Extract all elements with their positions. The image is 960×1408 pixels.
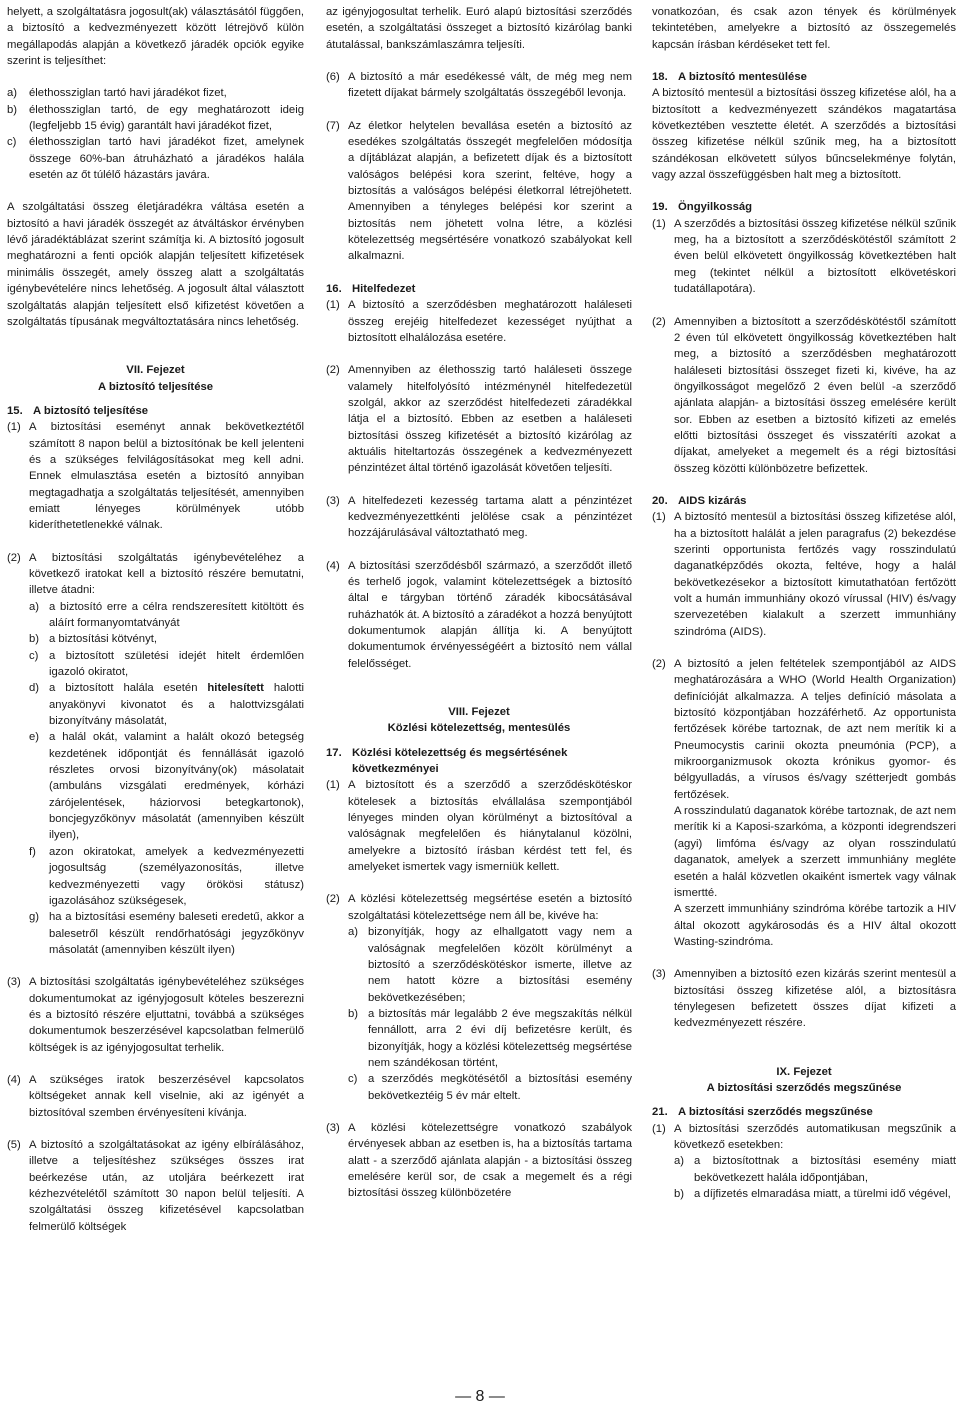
chapter-number: IX. Fejezet [776,1065,832,1078]
clause-text: A biztosított és a szerződő a szerződéskötéskor kötelesek a biztosítás elvállalása szempontjából lényeges minden olyan körülményt a biztosítóval a valóságnak megfelelően és hiánytalanul közölni, amelyekre a biztosító írásban kérdést tett fel, és amelyeket ismertek vagy ismerniük kellett. [348,779,632,874]
chapter-title: Közlési kötelezettség, mentesülés [387,722,571,735]
paragraph: A szolgáltatási összeg életjáradékra váltása esetén a biztosító a havi járadék összegét az átváltáskor érvényben lévő járadéktáblázat szerint számítja ki. A biztosító jogosult meghatározni a fenti opciók alapján teljesített kifizetések minimális összegét, amely összeg alatt a szolgáltatás igénybevételére nincs lehetőség. A jogosult által választott szolgáltatás alapján teljesített első kifizetést követően a szolgáltatás típusának megváltoztatására nincs lehetőség. [7,201,304,328]
section-number: 19. [652,201,668,214]
clause-text: A közlési kötelezettségre vonatkozó szabályok érvényesek abban az esetben is, ha a biztosítás tartama alatt - a szerződő ajánlata alapján - a biztosítási összeg emelésére kerül sor, de csak a megemelt és a régi biztosítási összeg különbözetére [348,1121,632,1200]
list-item: f) azon okiratokat, amelyek a kedvezményezetti jogosultság (személyazonosítás, illetve kedvezményezetti vagy örökösi státusz) igazolásához szükségesek, [29,845,304,907]
clause: (1) A biztosító mentesül a biztosítási összeg kifizetése alól, ha a biztosított halálát a jelen paragrafus (2) bekezdése szerinti opportunista fertőzés vagy rosszindulatú daganatképződés okozta, feltéve, hogy a halál bekövetkezésekor a biztosított kimutathatóan fertőzött volt a humán immunhiány okozó vírussal (HIV) és/vagy szervezetében kialakult a szerzett immunhiány szindróma (AIDS). [652,509,956,640]
section-heading [652,199,956,215]
clause: (2) Amennyiben a biztosított a szerződéskötéstől számított 2 éven túl elkövetett öngyilkosság következtében halt meg, a biztosító a szerződésben meghatározott haláleseti biztosítási összeget fizeti ki, kivéve, ha az öngyilkosságot megelőző 2 éven belül -a szerződő ajánlata alapján- a biztosítási összeg emelésére került sor. Ebben az esetben a biztosító kifizeti az emelés előtti biztosítási összeget és visszatéríti azokat a díjakat, amelyeket a megemelt és a régi biztosítási összeg közötti különbözetre befizettek. [652,314,956,477]
paragraph: az igényjogosultat terhelik. Euró alapú biztosítási szerződés esetén, a szolgáltatási összeget a biztosító kizárólag banki átutalással, bankszámlaszámra teljesíti. [326,6,632,51]
section-title: Közlési kötelezettség és megsértésének következményei [352,746,568,776]
clause-text: Amennyiben a biztosító ezen kizárás szerint mentesül a biztosítási összeg kifizetése alól, a biztosításra ténylegesen befizetett összes díjat kifizeti a kedvezményezett részére. [674,968,956,1030]
clause: (4) A biztosítási szerződésből származó, a szerződőt illető és terhelő jogok, valamint kötelezettségek a biztosító által e tárgyban történő záradék kibocsátásával ruházhatók át. A biztosító a záradékot a hozzá benyújtott dokumentumok alapján állítja ki. A benyújtott dokumentumok érvényességéért a biztosító nem vállal felelősséget. [326,558,632,672]
list-item: b) a díjfizetés elmaradása miatt, a türelmi idő végével, [674,1188,951,1200]
clause: (3) A közlési kötelezettségre vonatkozó szabályok érvényesek abban az esetben is, ha a biztosítás tartama alatt - a szerződő ajánlata alapján - a biztosítási összeg emelésére kerül sor, de csak a megemelt és a régi biztosítási összeg különbözetére [326,1120,632,1202]
clause-text: A biztosító a jelen feltételek szempontjából az AIDS meghatározására a WHO (World Health Organization) definícióját alkalmazza. A teljes definíció másolata a biztosító központjában hozzáférhető. Az opportunista fertőzések körébe tartoznak, de azt nem merítik ki a Pneumocystis carinii okozta pneumónia (PCP), a mikroorganizmusok okozta krónikus gyomor- és bélgyulladás, a vírusos és/vagy szétterjedt gombás fertőzések. [674,658,956,801]
paragraph: helyett, a szolgáltatásra jogosult(ak) választásától függően, a biztosító a kedvezményezett között létrejövő külön megállapodás alapján a következő járadék opciók egyike szerint is teljesíthet: [7,6,304,68]
list-item [7,102,304,135]
section-number: 21. [652,1106,668,1119]
column-left [7,4,304,1235]
clause: (5) A biztosító a szolgáltatásokat az igény elbírálásához, illetve a teljesítéshez szükséges összes irat beérkezése után, az utoljára beérkezett irat kézhezvételétől számított 30 napon belül teljesíti. A szolgáltatási összeg kifizetésével kapcsolatban felmerülő költségek [7,1137,304,1235]
section-heading [652,1104,956,1120]
clause: (6) A biztosító a már esedékessé vált, de még meg nem fizetett díjakat bármely szolgáltatás összegéből levonja. [326,69,632,102]
section-title: Öngyilkosság [678,201,753,214]
clause: (2) A közlési kötelezettség megsértése esetén a biztosító szolgáltatási kötelezettsége nem áll be, kivéve ha: [326,891,632,924]
section-title: A biztosító mentesülése [678,71,807,84]
clause: (1) A biztosítási szerződés automatikusan megszűnik a következő esetekben: [652,1121,956,1154]
clause: (3) Amennyiben a biztosító ezen kizárás szerint mentesül a biztosítási összeg kifizetése alól, a biztosításra ténylegesen befizetett összes díjat kifizeti a kedvezményezett részére. [652,966,956,1031]
list-item: e) a halál okát, valamint a halált okozó betegség kezdetének időpontját és fennállását igazoló részletes orvosi bizonyítvány(ok) másolatait (ambuláns vizsgálati eredmények, kórházi zárójelentések, háziorvosi betegkartonok), boncjegyzőkönyv másolatát (amennyiben készült ilyen), [29,731,304,842]
clause-text: A szerződés a biztosítási összeg kifizetése nélkül szűnik meg, ha a biztosított a szerződéskötéstől számított 2 éven belül elkövetett öngyilkosság következtében halt meg (tekintet nélkül a biztosított elkövetéskori tudatállapotára). [674,217,956,296]
section-number: 18. [652,71,668,84]
section-number: 20. [652,494,668,507]
list-item: c) a biztosított születési idejét hitelt érdemlően igazoló okiratot, [29,649,304,679]
list-label: b) [7,103,18,116]
section-title: A biztosítási szerződés megszűnése [678,1106,873,1119]
clause: (2) A biztosító a jelen feltételek szempontjából az AIDS meghatározására a WHO (World Health Organization) definícióját alkalmazza. A teljes definíció másolata a biztosító központjában hozzáférhető. Az opportunista fertőzések körébe tartoznak, de azt nem merítik ki a Pneumocystis carinii okozta pneumónia (PCP), a mikroorganizmusok okozta krónikus gyomor- és bélgyulladás, a vírusos és/vagy szétterjedt gombás fertőzések. A rosszindulatú daganatok körébe tartoznak, de azt nem merítik ki a Kaposi-szarkóma, a központi idegrendszeri (agyi) limfóma és/vagy az olyan rosszindulatú daganatok, amelyek a szerzett immunhiány megléte esetén a halál közvetlen okaiként ismertek vagy válnak ismertté. A szerzett immunhiány szindróma körébe tartozik a HIV által okozott agykárosodás és a HIV által okozott Wasting-szindróma. [652,658,956,948]
chapter-title: A biztosító teljesítése [97,380,214,393]
list-text: élethossziglan tartó, de egy meghatározott ideig (legfeljebb 15 évig) garantált havi járadékot fizet, [29,103,304,133]
clause-text: A biztosító a már esedékessé vált, de még meg nem fizetett díjakat bármely szolgáltatás összegéből levonja. [348,71,632,100]
list-label: c) [7,136,17,149]
clause-text: A biztosítási eseményt annak bekövetkeztétől számított 8 napon belül a biztosítónak be kell jelenteni és a szükséges felvilágosításokat meg kell adni. Ennek elmulasztása esetén a biztosító annyiban megtagadhatja a szolgáltatás teljesítését, amennyiben emiatt lényeges körülmények utóbb kideríthetetlenekké válnak. [29,421,304,532]
clause-text: Amennyiben az élethosszig tartó haláleseti összege valamely hitelfolyósító intézménynél hitelfedezetül szolgál, akkor az szerződést hitelfedezeti záradékkal látja el a biztosító. Ebben az esetben a haláleseti biztosítási összeg kifizetését a biztosító kizárólag az aktuális hiteltartozás összegének a kedvezményezett pénzintézet által történő igazolását követően teljesíti. [348,364,632,475]
list-text: élethossziglan tartó havi járadékot fizet, [29,87,227,100]
section-heading [7,403,304,419]
clause-text: A biztosító a szerződésben meghatározott haláleseti összeg erejéig hitelfedezet kezességet nyújthat a biztosított elhalálozása esetére. [348,299,632,344]
list-item: c) a szerződés megkötésétől a biztosítási esemény bekövetkeztéig 5 év már eltelt. [348,1073,632,1102]
clause: (1) A biztosított és a szerződő a szerződéskötéskor kötelesek a biztosítás elvállalása szempontjából lényeges minden olyan körülményt a biztosítóval a valóságnak megfelelően és hiánytalanul közölni, amelyekre a biztosító írásban kérdést tett fel, és amelyeket ismertek vagy ismerniük kellett. [326,777,632,875]
section-heading [652,69,956,85]
list-item [7,134,304,183]
clause-text: A biztosítási szerződésből származó, a szerződőt illető és terhelő jogok, valamint kötelezettségek a biztosító által e tárgyban történő záradék kibocsátásával ruházhatók át. A biztosító a záradékot a hozzá benyújtott dokumentumok alapján állítja ki. A benyújtott dokumentumok érvényességéért a biztosító nem vállal felelősséget. [348,559,632,670]
list-item: b) a biztosítási kötvényt, [29,633,157,646]
list-label: a) [7,87,18,100]
paragraph: vonatkozóan, és csak azon tények és körülmények tekintetében, amelyekre a biztosító az összegemelés kapcsán írásban kérdéseket tett fel. [652,6,956,51]
section-number: 17. [326,746,342,759]
column-middle [326,4,632,1202]
list-item: a) a biztosító erre a célra rendszeresített kitöltött és aláírt formanyomtatványát [29,600,304,629]
clause-text: A szerzett immunhiány szindróma körébe tartozik a HIV által okozott agykárosodás és a HIV által okozott Wasting-szindróma. [674,903,956,948]
section-heading [652,493,956,509]
clause: (3) A hitelfedezeti kezesség tartama alatt a pénzintézet kedvezményezettkénti jelölése csak a pénzintézet hozzájárulásával változtatható meg. [326,493,632,542]
list-item: d) a biztosított halála esetén hitelesített halotti anyakönyvi kivonatot és a halottvizsgálati bizonyítvány másolatát, [29,682,304,728]
section-title: A biztosító teljesítése [33,404,149,417]
clause: (2) A biztosítási szolgáltatás igénybevételéhez a következő iratokat kell a biztosító részére bemutatni, illetve átadni: [7,550,304,599]
clause: (1) A biztosítási eseményt annak bekövetkeztétől számított 8 napon belül a biztosítónak be kell jelenteni és a szükséges felvilágosításokat meg kell adni. Ennek elmulasztása esetén a biztosító annyiban megtagadhatja a szolgáltatás teljesítését, amennyiben emiatt lényeges körülmények utóbb kideríthetetlenekké válnak. [7,419,304,533]
clause-text: A hitelfedezeti kezesség tartama alatt a pénzintézet kedvezményezettkénti jelölése csak a pénzintézet hozzájárulásával változtatható meg. [348,494,632,540]
clause-text: Amennyiben a biztosított a szerződéskötéstől számított 2 éven túl elkövetett öngyilkosság következtében halt meg, a biztosító a szerződésben meghatározott haláleseti biztosítási összeget fizeti ki, kivéve, ha az öngyilkosságot megelőző 2 éven belül -a szerződő ajánlata alapján- a biztosítási összeg emelésére került sor. Ebben az esetben a biztosító kifizeti az emelés előtti biztosítási összeget és visszatéríti azokat a díjakat, amelyeket a megemelt és a régi biztosítási összeg közötti különbözetre befizettek. [674,315,956,475]
section-number: 16. [326,282,342,295]
chapter-number: VII. Fejezet [126,364,185,377]
clause-text: A szükséges iratok beszerzésével kapcsolatos költségeket annak kell viselnie, aki az igényét a biztosítóval szemben érvényesíteni kívánja. [29,1073,304,1119]
section-heading [326,281,632,297]
clause-text: Az életkor helytelen bevallása esetén a biztosító az esedékes szolgáltatás összegét megfelelően módosítja a díjtáblázat alapján, a befizetett díjak és a biztosított valóságos belépési kora szerint, feltéve, hogy a biztosítás a valóságos belépési életkorral létrejöhetett. Amennyiben a tényleges belépési kor szerint a biztosítás nem jöhetett volna létre, a közlési kötelezettség megsértésére vonatkozó szabályokat kell alkalmazni. [348,119,632,263]
chapter-number: VIII. Fejezet [448,706,510,719]
section-heading [326,745,632,778]
list-text: élethossziglan tartó havi járadékot fizet, amelynek összege 60%-ban átruházható a járadékos halála esetén az őt túlélő házastárs javára. [29,136,304,182]
clause: (3) A biztosítási szolgáltatás igénybevételéhez szükséges dokumentumokat az igényjogosult köteles beszerezni és a biztosító részére eljuttatni, továbbá a szükséges dokumentumok beszerzésével kapcsolatban felmerülő költségek is az igényjogosultat terhelik. [7,974,304,1056]
chapter-title: A biztosítási szerződés megszűnése [706,1081,902,1094]
clause: (2) Amennyiben az élethosszig tartó haláleseti összege valamely hitelfolyósító intézménynél hitelfedezetül szolgál, akkor az szerződést hitelfedezeti záradékkal látja el a biztosító. Ebben az esetben a haláleseti biztosítási összeg kifizetését a biztosító kizárólag az aktuális hiteltartozás összegének a kedvezményezett pénzintézet által történő igazolását követően teljesíti. [326,362,632,476]
clause-text: A biztosító mentesül a biztosítási összeg kifizetése alól, ha a biztosított halálát a jelen paragrafus (2) bekezdése szerinti opportunista fertőzés vagy rosszindulatú daganatképződés okozta, feltéve, hogy a halál bekövetkezésekor a biztosított kimutathatóan fertőzött volt a humán immunhiány okozó vírussal (HIV) és/vagy szervezetében kialakult a szerzett immunhiány szindróma (AIDS). [674,511,956,638]
section-title: Hitelfedezet [352,282,416,295]
list-item: a) bizonyítják, hogy az elhallgatott vagy nem a valóságnak megfelelően közölt körülményt a biztosító a szerződéskötéskor ismerte, illetve az nem hatott közre a biztosítási esemény bekövetkezésében; [348,926,632,1004]
column-right [652,4,956,1202]
paragraph: A biztosító mentesül a biztosítási összeg kifizetése alól, ha a biztosított a kedvezményezett szándékos magatartása következtében vesztette életét. A szerződés a biztosítási összeg kifizetése nélkül szűnik meg, ha a biztosított szándékosan elkövetett súlyos bűncselekménye folytán, vagy azzal összefüggésben halt meg a biztosított. [652,87,956,182]
list-item: g) ha a biztosítási esemény baleseti eredetű, akkor a balesetről készült rendőrhatósági jegyzőkönyv másolatát (amennyiben készült ilyen) [29,911,304,956]
emphasis: hitelesített [207,682,264,695]
list-item [7,85,304,101]
clause: (7) Az életkor helytelen bevallása esetén a biztosító az esedékes szolgáltatás összegét megfelelően módosítja a díjtáblázat alapján, a befizetett díjak és a biztosított valóságos belépési kora szerint, feltéve, hogy a biztosítás a valóságos belépési életkorral létrejöhetett. Amennyiben a tényleges belépési kor szerint a biztosítás nem jöhetett volna létre, a közlési kötelezettség megsértésére vonatkozó szabályokat kell alkalmazni. [326,118,632,265]
page-number: — 8 — [455,1388,505,1405]
list-item: b) a biztosítás már legalább 2 éve megszakítás nélkül fennállott, arra 2 évi díj befizetésre került, és bizonyítják, hogy a közlési kötelezettség megsértése nem szándékosan történt, [348,1007,632,1069]
clause-text: A biztosítási szerződés automatikusan megszűnik a következő esetekben: [674,1122,956,1151]
clause-text: A biztosítási szolgáltatás igénybevételéhez szükséges dokumentumokat az igényjogosult köteles beszerezni és a biztosító részére eljuttatni, továbbá a szükséges dokumentumok beszerzésével kapcsolatban felmerülő költségek is az igényjogosultat terhelik. [29,976,304,1054]
clause-text: A közlési kötelezettség megsértése esetén a biztosító szolgáltatási kötelezettsége nem áll be, kivéve ha: [348,893,632,922]
list-item: a) a biztosítottnak a biztosítási esemény miatt bekövetkezett halála időpontjában, [674,1155,956,1184]
clause-text: A biztosítási szolgáltatás igénybevételéhez a következő iratokat kell a biztosító részére bemutatni, illetve átadni: [29,551,304,597]
clause-text: A biztosító a szolgáltatásokat az igény elbírálásához, illetve a teljesítéshez szükséges összes irat beérkezése után, az utoljára beérkezett irat kézhezvételétől számított 30 napon belül teljesíti. A szolgáltatási összeg kifizetésével kapcsolatban felmerülő költségek [29,1138,304,1233]
clause: (4) A szükséges iratok beszerzésével kapcsolatos költségeket annak kell viselnie, aki az igényét a biztosítóval szemben érvényesíteni kívánja. [7,1072,304,1121]
section-number: 15. [7,404,23,417]
clause: (1) A szerződés a biztosítási összeg kifizetése nélkül szűnik meg, ha a biztosított a szerződéskötéstől számított 2 éven belül elkövetett öngyilkosság következtében halt meg (tekintet nélkül a biztosított elkövetéskori tudatállapotára). [652,216,956,298]
clause: (1) A biztosító a szerződésben meghatározott haláleseti összeg erejéig hitelfedezet kezességet nyújthat a biztosított elhalálozása esetére. [326,297,632,346]
section-title: AIDS kizárás [678,494,747,507]
clause-text: A rosszindulatú daganatok körébe tartoznak, de azt nem merítik ki a Kaposi-szarkóma, a központi idegrendszeri (agyi) limfóma és/vagy az olyan rosszindulatú daganatok, amelyek a szerzett immunhiány megléte esetén a halál közvetlen okaiként ismertek vagy válnak ismertté. [674,805,956,899]
